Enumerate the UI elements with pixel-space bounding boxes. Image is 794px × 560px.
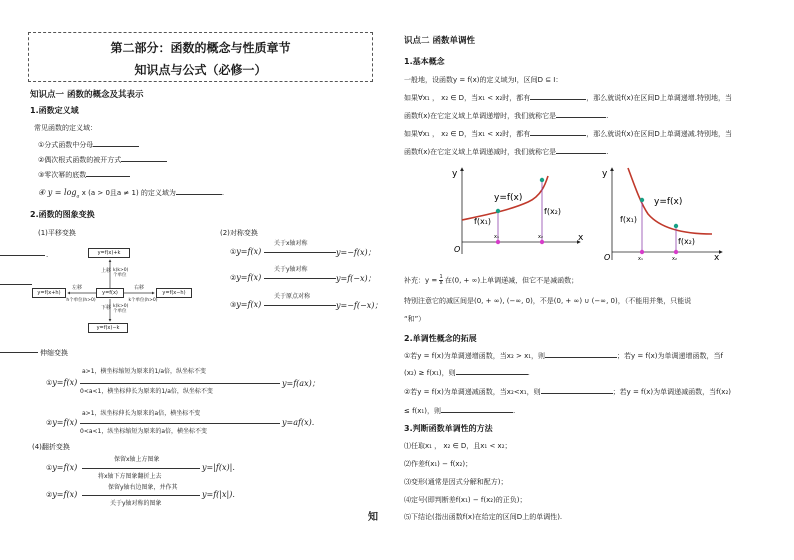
- answer-blank: [545, 351, 617, 358]
- g1-fx1-label: f(x₁): [474, 217, 491, 226]
- shift-box-left: y=f(x+h): [32, 288, 66, 298]
- g1-x2-label: x₂: [538, 234, 543, 240]
- answer-blank: [456, 368, 528, 375]
- r-sec3-title: 3.判断函数单调性的方法: [404, 424, 493, 433]
- shift-label-down: 下移: [101, 305, 112, 311]
- g2-x2-label: x₂: [672, 256, 677, 262]
- answer-blank: [0, 284, 32, 285]
- g1-x-label: x: [578, 233, 584, 243]
- flip-title: (4)翻折变换: [32, 443, 70, 451]
- domain-item-4: ④ $y = \log_a x$ (a > 0且a ≠ 1) 的定义域为 .: [38, 188, 225, 200]
- shift-box-center: y=f(x): [96, 288, 124, 298]
- answer-blank: [86, 170, 130, 177]
- footer-char: 知: [368, 512, 378, 523]
- increasing-graph: [450, 162, 590, 262]
- title-box: [28, 32, 373, 82]
- shift-box-down: y=f(x)−k: [88, 323, 128, 333]
- method-step-4: ⑷定号(即判断差f(x₁) − f(x₂)的正负)；: [404, 496, 527, 504]
- g2-fx2-label: f(x₂): [678, 237, 695, 246]
- domain-item-1: ①分式函数中分母: [38, 140, 139, 150]
- g2-curve-label: y=f(x): [654, 197, 683, 207]
- shift-label-up: 上移: [101, 268, 112, 274]
- supplement-line-2: 特别注意它的减区间是(0, + ∞), (−∞, 0)，不是(0, + ∞) ∪ (−∞, 0)，（不能用并集，只能说: [404, 297, 692, 305]
- flip-item-1: ①y=f(x) 保留x轴上方图象 将x轴下方图象翻折上去 y=|f(x)|.: [46, 456, 235, 480]
- ext-line-1: ①若y = f(x)为单调递增函数，当x₂ > x₁，则 ；若y = f(x)为单调递增函数，当f: [404, 352, 724, 360]
- method-step-3: ⑶变形(通常是因式分解和配方)；: [404, 478, 508, 486]
- g1-curve-label: y=f(x): [494, 193, 523, 203]
- kp1-title: 知识点一 函数的概念及其表示: [30, 90, 144, 100]
- supplement-line-3: “和”）: [404, 315, 426, 323]
- shift-title: (1)平移变换: [38, 229, 76, 237]
- supplement-line-1: 补充：y = $\frac{1}{x}$ 在(0, + ∞)上单调递减，但它不是减函数；: [404, 274, 579, 286]
- shift-amount-down: k(k>0)个单位: [113, 304, 129, 314]
- sec1-intro: 常见函数的定义域：: [34, 124, 97, 132]
- answer-blank: [176, 188, 222, 195]
- def-line-1: 一般地，设函数y = f(x)的定义域为I，区间D ⊆ I：: [404, 76, 563, 84]
- sec1-title: 1.函数定义域: [30, 106, 79, 115]
- ext-line-4: ≤ f(x₁)，则 .: [404, 407, 516, 415]
- method-step-5: ⑸下结论(指出函数f(x)在给定的区间D上的单调性).: [404, 513, 563, 521]
- shift-label-left: 左移: [72, 285, 83, 291]
- answer-blank: [121, 155, 167, 162]
- domain-item-2: ②偶次根式函数的被开方式: [38, 155, 167, 165]
- answer-blank: [441, 406, 513, 413]
- answer-blank: [556, 147, 606, 154]
- sym-item-3: ③y=f(x) 关于原点对称 y=−f(−x)；: [230, 293, 383, 310]
- g1-x1-label: x₁: [494, 234, 499, 240]
- sym-title: (2)对称变换: [220, 229, 258, 237]
- shift-amount-up: k(k>0)个单位: [113, 268, 129, 278]
- method-step-2: ⑵作差f(x₁) − f(x₂)；: [404, 460, 473, 468]
- shift-diagram-arrows: [30, 255, 200, 330]
- g1-fx2-label: f(x₂): [544, 207, 561, 216]
- sym-item-1: ①y=f(x) 关于x轴对称 y=−f(x)；: [230, 240, 376, 257]
- shift-box-up: y=f(x)+k: [88, 248, 130, 258]
- stretch-item-1: ①y=f(x) a>1，横坐标缩短为原来的1/a倍，纵坐标不变 0<a<1，横坐标伸长为原来的1/a倍，纵坐标不变 y=f(ax)；: [46, 368, 320, 395]
- decreasing-graph: [600, 162, 730, 262]
- g2-origin-label: O: [604, 253, 611, 262]
- def-line-3: 函数f(x)在它定义域上单调递增时，我们就称它是 .: [404, 112, 609, 120]
- stretch-item-2: ②y=f(x) a>1，纵坐标伸长为原来的a倍，横坐标不变 0<a<1，纵坐标缩短为原来的a倍，横坐标不变 y=af(x).: [46, 410, 315, 435]
- shift-box-right: y=f(x−h): [156, 288, 192, 298]
- answer-blank: [530, 129, 586, 136]
- shift-amount-left: h个单位(h>0): [66, 298, 96, 303]
- answer-blank: [541, 387, 613, 394]
- sym-item-2: ②y=f(x) 关于y轴对称 y=f(−x)；: [230, 266, 376, 283]
- domain-item-3: ③零次幂的底数: [38, 170, 130, 180]
- shift-amount-right: k个单位(h>0): [128, 298, 158, 303]
- page-subtitle: 知识点与公式（必修一）: [134, 63, 267, 77]
- ext-line-2: (x₂) ≥ f(x₁)，则 .: [404, 369, 530, 377]
- answer-blank: [530, 93, 586, 100]
- r-sec1-title: 1.基本概念: [404, 57, 445, 66]
- answer-blank: [93, 140, 139, 147]
- g1-y-label: y: [452, 169, 458, 179]
- flip-item-2: ②y=f(x) 保留y轴右边图象，并作其 关于y轴对称的图象 y=f(|x|).: [46, 484, 235, 507]
- g2-fx1-label: f(x₁): [620, 215, 637, 224]
- answer-blank: [0, 352, 38, 353]
- def-line-2: 如果∀x₁ ， x₂ ∈ D，当x₁ < x₂时，都有 ，那么就说f(x)在区间D上单调递增.特别地，当: [404, 94, 732, 102]
- ext-line-3: ②若y = f(x)为单调递减函数，当x₂<x₁，则 ；若y = f(x)为单调递减函数，当f(x₂): [404, 388, 731, 396]
- method-step-1: ⑴任取x₁ ， x₂ ∈ D，且x₁ < x₂；: [404, 442, 512, 450]
- g2-x1-label: x₁: [638, 256, 643, 262]
- shift-label-right: 右移: [134, 285, 145, 291]
- g2-x-label: x: [714, 253, 720, 262]
- document-page: 第二部分：函数的概念与性质章节 知识点与公式（必修一） 知识点一 函数的概念及其表示 1.函数定义域 常见函数的定义域： ①分式函数中分母 ②偶次根式函数的被开方式 ③零次幂的底数 ④ $y = \log_a x$ (a > 0且a ≠ 1) 的定义域为 . 2.函数的图象变换 (1)平移变换 (2)对称变换 . y=f(x)+k y=f(x+h) y=f(x) y=f(x−h) y=f(x)−k 上移 k(k>0)个单位 左移 h个单位(h>0) 右移 k个单位(h>0) 下移 k(k>0)个单位 ①y=f(x) 关于x轴对称 y=−f(x)； ②y=f(x) 关于y轴对称 y=f(−x)； ③y=f(x) 关于原点对称 y=−f(−x)； 伸缩变换 ①y=f(x) a>1，横坐标缩短为原来的1/a倍，纵坐标不变 0<a<1，横坐标伸长为原来的1/a倍，纵坐标不变 y=f(ax)； ②y=f(x) a>1，纵坐标伸长为原来的a倍，横坐标不变 0<a<1，纵坐标缩短为原来的a倍，横坐标不变 y=af(x). (4)翻折变换 ①y=f(x) 保留x轴上方图象 将x轴下方图象翻折上去 y=|f(x)|. ②y=f(x) 保留y轴右边图象，并作其 关于y轴对称的图象 y=f(|x|). 知 识点二 函数单调性 1.基本概念 一般地，设函数y = f(x)的定义域为I，区间D ⊆ I： 如果∀x₁ ， x₂ ∈ D，当x₁ < x₂时，都有 ，那么就说f(x)在区间D上单调递增.特别地，当 函数f(x)在它定义域上单调递增时，我们就称它是 . 如果∀x₁ ， x₂ ∈ D，当x₁ < x₂时，都有 ，那么就说f(x)在区间D上单调递减.特别地，当 函数f(x)在它定义域上单调递减时，我们就称它是 . y x O y=f(x) f(x₁) f(x₂) x₁ x₂ y x O y=f(x) f(x₁) f(x₂) x₁ x₂ 补充：y = $\frac{1}{x}$ 在(0, + ∞)上单调递减，但它不是减函数； 特别注意它的减区间是(0, + ∞), (−∞, 0)，不是(0, + ∞) ∪ (−∞, 0)，（不能用并集，只能说 “和”） 2.单调性概念的拓展 ①若y = f(x)为单调递增函数，当x₂ > x₁，则 ；若y = f(x)为单调递增函数，当f (x₂) ≥ f(x₁)，则 . ②若y = f(x)为单调递减函数，当x₂<x₁，则 ；若y = f(x)为单调递减函数，当f(x₂) ≤ f(x₁)，则 . 3.判断函数单调性的方法 ⑴任取x₁ ， x₂ ∈ D，且x₁ < x₂； ⑵作差f(x₁) − f(x₂)； ⑶变形(通常是因式分解和配方)； ⑷定号(即判断差f(x₁) − f(x₂)的正负)； ⑸下结论(指出函数f(x)在给定的区间D上的单调性).: [0, 0, 794, 560]
- g2-y-label: y: [602, 169, 608, 179]
- def-line-5: 函数f(x)在它定义域上单调递减时，我们就称它是 .: [404, 148, 609, 156]
- r-sec2-title: 2.单调性概念的拓展: [404, 334, 477, 343]
- def-line-4: 如果∀x₁ ， x₂ ∈ D，当x₁ < x₂时，都有 ，那么就说f(x)在区间D上单调递减.特别地，当: [404, 130, 732, 138]
- stretch-title: 伸缩变换: [40, 349, 68, 357]
- kp2-title: 识点二 函数单调性: [404, 36, 475, 46]
- g1-origin-label: O: [454, 245, 461, 254]
- sec2-title: 2.函数的图象变换: [30, 210, 95, 219]
- page-title: 第二部分：函数的概念与性质章节: [110, 41, 291, 55]
- answer-blank: [556, 111, 606, 118]
